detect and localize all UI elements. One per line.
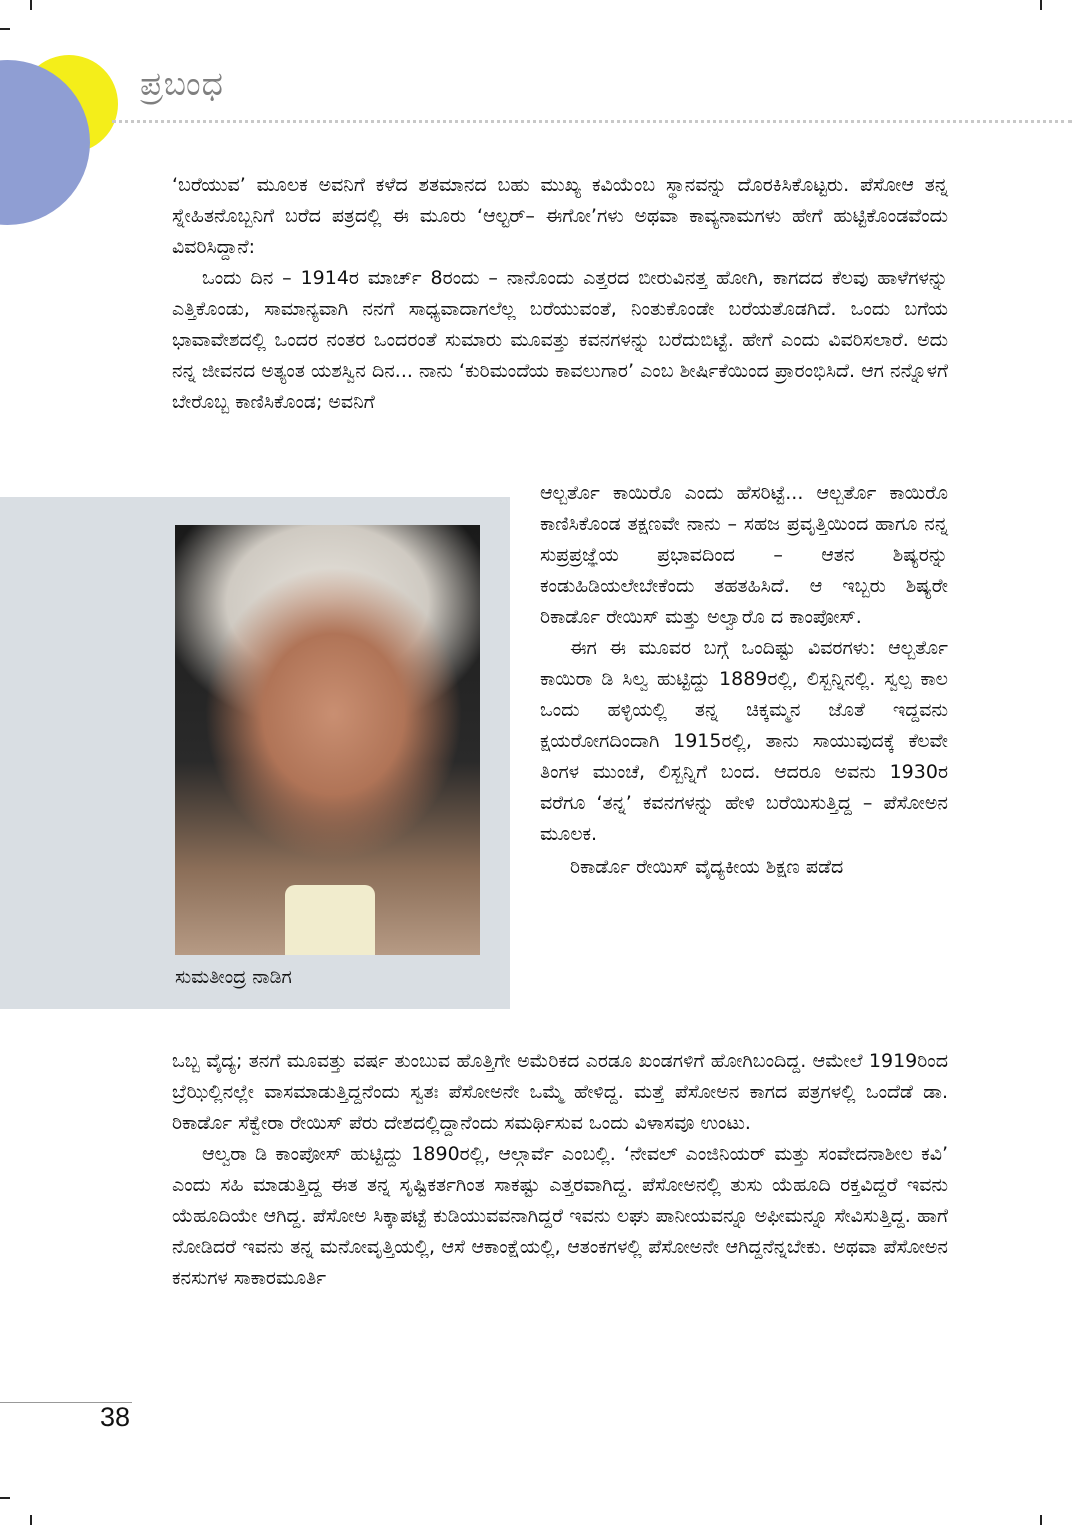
paragraph: ಆಲ್ವರಾ ಡಿ ಕಾಂಪೋಸ್ ಹುಟ್ಟಿದ್ದು 1890ರಲ್ಲಿ, ಆಲ್ಗಾರ್ವೆ ಎಂಬಲ್ಲಿ. ‘ನೇವಲ್ ಎಂಜಿನಿಯರ್ ಮತ್ತು ಸಂವೇದನಾಶೀಲ ಕವಿ’ ಎಂದು ಸಹಿ ಮಾಡುತ್ತಿದ್ದ ಈತ ತನ್ನ ಸೃಷ್ಟಿಕರ್ತಗಿಂತ ಸಾಕಷ್ಟು ಎತ್ತರವಾಗಿದ್ದ. ಪೆಸೋಅನಲ್ಲಿ ತುಸು ಯೆಹೂದಿ ರಕ್ತವಿದ್ದರೆ ಇವನು ಯೆಹೂದಿಯೇ ಆಗಿದ್ದ. ಪೆಸೋಅ ಸಿಕ್ಕಾಪಟ್ಟೆ ಕುಡಿಯುವವನಾಗಿದ್ದರೆ ಇವನು ಲಘು ಪಾನೀಯವನ್ನೂ ಅಫೀಮನ್ನೂ ಸೇವಿಸುತ್ತಿದ್ದ. ಹಾಗೆ ನೋಡಿದರೆ ಇವನು ತನ್ನ ಮನೋವೃತ್ತಿಯಲ್ಲಿ, ಆಸೆ ಆಕಾಂಕ್ಷೆಯಲ್ಲಿ, ಆತಂಕಗಳಲ್ಲಿ ಪೆಸೋಅನೇ ಆಗಿದ್ದನೆನ್ನಬೇಕು. ಅಥವಾ ಪೆಸೋಅನ ಕನಸುಗಳ ಸಾಕಾರಮೂರ್ತಿ (172, 1143, 948, 1289)
paragraph: ‘ಬರೆಯುವ’ ಮೂಲಕ ಅವನಿಗೆ ಕಳೆದ ಶತಮಾನದ ಬಹು ಮುಖ್ಯ ಕವಿಯೆಂಬ ಸ್ಥಾನವನ್ನು ದೊರಕಿಸಿಕೊಟ್ಟರು. ಪೆಸೋಆ ತನ್ನ ಸ್ನೇಹಿತನೊಬ್ಬನಿಗೆ ಬರೆದ ಪತ್ರದಲ್ಲಿ ಈ ಮೂರು ‘ಆಲ್ಟರ್– ಈಗೋ’ಗಳು ಅಥವಾ ಕಾವ್ಯನಾಮಗಳು ಹೇಗೆ ಹುಟ್ಟಿಕೊಂಡವೆಂದು ವಿವರಿಸಿದ್ದಾನೆ: (172, 174, 948, 258)
section-title: ಪ್ರಬಂಧ (140, 64, 224, 103)
photo-detail (285, 885, 375, 955)
crop-mark (0, 28, 10, 30)
paragraph: ರಿಕಾರ್ಡೊ ರೇಯಿಸ್ ವೈದ್ಯಕೀಯ ಶಿಕ್ಷಣ ಪಡೆದ (570, 856, 844, 878)
article-body-top (172, 170, 948, 418)
paragraph: ಒಬ್ಬ ವೈದ್ಯ; ತನಗೆ ಮೂವತ್ತು ವರ್ಷ ತುಂಬುವ ಹೊತ್ತಿಗೇ ಅಮೆರಿಕದ ಎರಡೂ ಖಂಡಗಳಿಗೆ ಹೋಗಿಬಂದಿದ್ದ. ಆಮೇಲೆ 1919ರಿಂದ ಬ್ರೆಝಿಲ್ಲಿನಲ್ಲೇ ವಾಸಮಾಡುತ್ತಿದ್ದನೆಂದು ಸ್ವತಃ ಪೆಸೋಅನೇ ಒಮ್ಮೆ ಹೇಳಿದ್ದ. ಮತ್ತೆ ಪೆಸೋಅನ ಕಾಗದ ಪತ್ರಗಳಲ್ಲಿ ಒಂದೆಡೆ ಡಾ. ರಿಕಾರ್ಡೊ ಸೆಕ್ವೇರಾ ರೇಯಿಸ್ ಪೆರು ದೇಶದಲ್ಲಿದ್ದಾನೆಂದು ಸಮರ್ಥಿಸುವ ಒಂದು ವಿಳಾಸವೂ ಉಂಟು. (172, 1050, 948, 1134)
page-number: 38 (100, 1402, 131, 1432)
author-photo (175, 525, 480, 955)
paragraph: ಆಲ್ಬರ್ತೊ ಕಾಯಿರೊ ಎಂದು ಹೆಸರಿಟ್ಟೆ... ಆಲ್ಬರ್ತೊ ಕಾಯಿರೊ ಕಾಣಿಸಿಕೊಂಡ ತಕ್ಷಣವೇ ನಾನು – ಸಹಜ ಪ್ರವೃತ್ತಿಯಿಂದ ಹಾಗೂ ನನ್ನ ಸುಪ್ರಪ್ರಜ್ಞೆಯ ಪ್ರಭಾವದಿಂದ – ಆತನ ಶಿಷ್ಯರನ್ನು ಕಂಡುಹಿಡಿಯಲೇಬೇಕೆಂದು ತಹತಹಿಸಿದೆ. ಆ ಇಬ್ಬರು ಶಿಷ್ಯರೇ ರಿಕಾರ್ಡೊ ರೇಯಿಸ್ ಮತ್ತು ಅಲ್ವಾರೊ ದ ಕಾಂಪೋಸ್. (540, 482, 948, 628)
crop-mark (1040, 1515, 1042, 1525)
article-body-column (540, 478, 948, 883)
crop-mark (1040, 0, 1042, 10)
crop-mark (30, 0, 32, 10)
crop-mark (30, 1515, 32, 1525)
photo-caption: ಸುಮತೀಂದ್ರ ನಾಡಿಗ (175, 966, 292, 988)
crop-mark (0, 1497, 10, 1499)
header-divider (112, 120, 1072, 123)
paragraph: ಈಗ ಈ ಮೂವರ ಬಗ್ಗೆ ಒಂದಿಷ್ಟು ವಿವರಗಳು: ಆಲ್ಬರ್ತೊ ಕಾಯಿರಾ ಡಿ ಸಿಲ್ವ ಹುಟ್ಟಿದ್ದು 1889ರಲ್ಲಿ, ಲಿಸ್ಬನ್ನಿನಲ್ಲಿ. ಸ್ವಲ್ಪ ಕಾಲ ಒಂದು ಹಳ್ಳಿಯಲ್ಲಿ ತನ್ನ ಚಿಕ್ಕಮ್ಮನ ಜೊತೆ ಇದ್ದವನು ಕ್ಷಯರೋಗದಿಂದಾಗಿ 1915ರಲ್ಲಿ, ತಾನು ಸಾಯುವುದಕ್ಕೆ ಕೆಲವೇ ತಿಂಗಳ ಮುಂಚೆ, ಲಿಸ್ಬನ್ನಿಗೆ ಬಂದ. ಆದರೂ ಅವನು 1930ರ ವರೆಗೂ ‘ತನ್ನ’ ಕವನಗಳನ್ನು ಹೇಳಿ ಬರೆಯಿಸುತ್ತಿದ್ದ – ಪೆಸೋಅನ ಮೂಲಕ. (540, 637, 948, 845)
article-body-bottom (172, 1046, 948, 1294)
paragraph: ಒಂದು ದಿನ – 1914ರ ಮಾರ್ಚ್ 8ರಂದು – ನಾನೊಂದು ಎತ್ತರದ ಬೀರುವಿನತ್ತ ಹೋಗಿ, ಕಾಗದದ ಕೆಲವು ಹಾಳೆಗಳನ್ನು ಎತ್ತಿಕೊಂಡು, ಸಾಮಾನ್ಯವಾಗಿ ನನಗೆ ಸಾಧ್ಯವಾದಾಗಲೆಲ್ಲ ಬರೆಯುವಂತೆ, ನಿಂತುಕೊಂಡೇ ಬರೆಯತೊಡಗಿದೆ. ಒಂದು ಬಗೆಯ ಭಾವಾವೇಶದಲ್ಲಿ ಒಂದರ ನಂತರ ಒಂದರಂತೆ ಸುಮಾರು ಮೂವತ್ತು ಕವನಗಳನ್ನು ಬರೆದುಬಿಟ್ಟೆ. ಹೇಗೆ ಎಂದು ವಿವರಿಸಲಾರೆ. ಅದು ನನ್ನ ಜೀವನದ ಅತ್ಯಂತ ಯಶಸ್ವಿನ ದಿನ... ನಾನು ‘ಕುರಿಮಂದೆಯ ಕಾವಲುಗಾರ’ ಎಂಬ ಶೀರ್ಷಿಕೆಯಿಂದ ಪ್ರಾರಂಭಿಸಿದೆ. ಆಗ ನನ್ನೊಳಗೆ ಬೇರೊಬ್ಬ ಕಾಣಿಸಿಕೊಂಡ; ಅವನಿಗೆ (172, 267, 948, 413)
